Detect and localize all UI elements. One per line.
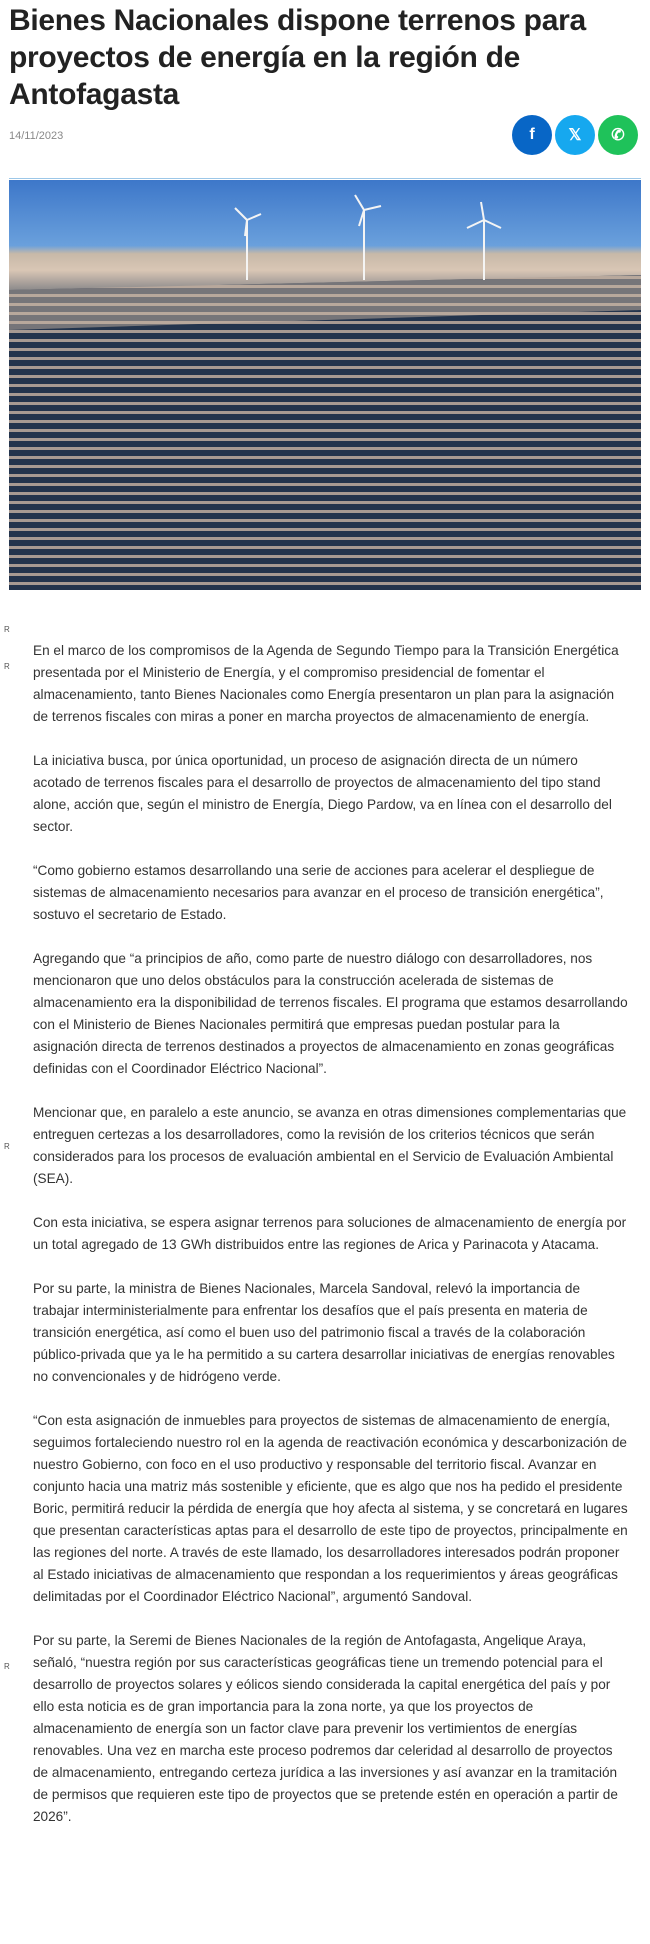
paragraph: En el marco de los compromisos de la Agenda de Segundo Tiempo para la Transición Energética presentada por el Ministerio de Energía, y el compromiso presidencial de fomentar el almacenamiento, tanto Bienes Nacionales como Energía presentaron un plan para la asignación de terrenos fiscales con miras a poner en marcha proyectos de almacenamiento de energía. [33,643,619,724]
paragraph: Con esta iniciativa, se espera asignar terrenos para soluciones de almacenamiento de energía por un total agregado de 13 GWh distribuidos entre las regiones de Arica y Parinacota y Atacama. [33,1215,627,1252]
marker: R [4,1142,10,1151]
paragraph: Por su parte, la ministra de Bienes Nacionales, Marcela Sandoval, relevó la importancia de trabajar interministerialmente para enfrentar los desafíos que el país presenta en materia de transición energética, así como el buen uso del patrimonio fiscal a través de la colaboración público-privada que ya le ha permitido a su cartera desarrollar iniciativas de energías renovables no convencionales y de hidrógeno verde. [33,1281,615,1384]
share-x-button[interactable] [555,115,595,155]
divider [9,178,641,179]
share-buttons [512,115,638,155]
wind-turbines [235,195,501,280]
x-icon: 𝕏 [568,127,582,144]
marker: R [4,625,10,634]
solar-plant-illustration [9,180,641,590]
article-title: Bienes Nacionales dispone terrenos para proyectos de energía en la región de Antofagasta [9,4,586,111]
marker: R [4,1662,10,1671]
hero-image [9,180,641,590]
paragraph: Agregando que “a principios de año, como parte de nuestro diálogo con desarrolladores, nos mencionaron que uno delos obstáculos para la construcción acelerada de sistemas de almacenamiento era la disponibilidad de terrenos fiscales. El programa que estamos desarrollando con el Ministerio de Bienes Nacionales permitirá que empresas puedan postular para la asignación directa de terrenos destinados a proyectos de almacenamiento en zonas geográficas definidas con el Coordinador Eléctrico Nacional”. [33,951,628,1076]
paragraph: “Con esta asignación de inmuebles para proyectos de sistemas de almacenamiento de energía, seguimos fortaleciendo nuestro rol en la agenda de reactivación económica y descarbonización de nuestro Gobierno, con foco en el uso productivo y responsable del territorio fiscal. Avanzar en conjunto hacia una matriz más sostenible y eficiente, que es algo que nos ha pedido el presidente Boric, permitirá reducir la pérdida de energía que hoy afecta al sistema, y se concretará en lugares que presentan características aptas para el desarrollo de este tipo de proyectos, principalmente en las regiones del norte. A través de este llamado, los desarrolladores interesados podrán proponer al Estado iniciativas de almacenamiento que respondan a los requerimientos y áreas geográficas delimitadas por el Coordinador Eléctrico Nacional”, argumentó Sandoval. [33,1413,628,1604]
article-body [33,640,628,1850]
paragraph: La iniciativa busca, por única oportunidad, un proceso de asignación directa de un número acotado de terrenos fiscales para el desarrollo de proyectos de almacenamiento del tipo stand alone, acción que, según el ministro de Energía, Diego Pardow, va en línea con el desarrollo del sector. [33,753,612,834]
share-whatsapp-button[interactable] [598,115,638,155]
paragraph: Por su parte, la Seremi de Bienes Nacionales de la región de Antofagasta, Angelique Araya, señaló, “nuestra región por sus características geográficas tiene un tremendo potencial para el desarrollo de proyectos solares y eólicos siendo considerada la capital energética del país y por ello esta noticia es de gran importancia para la zona norte, ya que los proyectos de almacenamiento de energía son un factor clave para prevenir los vertimientos de energías renovables. Una vez en marcha este proceso podremos dar celeridad al desarrollo de proyectos de almacenamiento, entregando certeza jurídica a las inversiones y así avanzar en la tramitación de permisos que requieren este tipo de proyectos que se pretende estén en operación a partir de 2026”. [33,1633,618,1824]
paragraph: Mencionar que, en paralelo a este anuncio, se avanza en otras dimensiones complementarias que entreguen certezas a los desarrolladores, como la revisión de los criterios técnicos que serán considerados para los procesos de evaluación ambiental en el Servicio de Evaluación Ambiental (SEA). [33,1105,627,1186]
paragraph: “Como gobierno estamos desarrollando una serie de acciones para acelerar el despliegue de sistemas de almacenamiento necesarios para avanzar en el proceso de transición energética”, sostuvo el secretario de Estado. [33,863,604,922]
facebook-icon: f [529,126,535,143]
marker: R [4,662,10,671]
whatsapp-icon: ✆ [611,127,625,144]
publish-date: 14/11/2023 [9,130,64,142]
share-facebook-button[interactable] [512,115,552,155]
